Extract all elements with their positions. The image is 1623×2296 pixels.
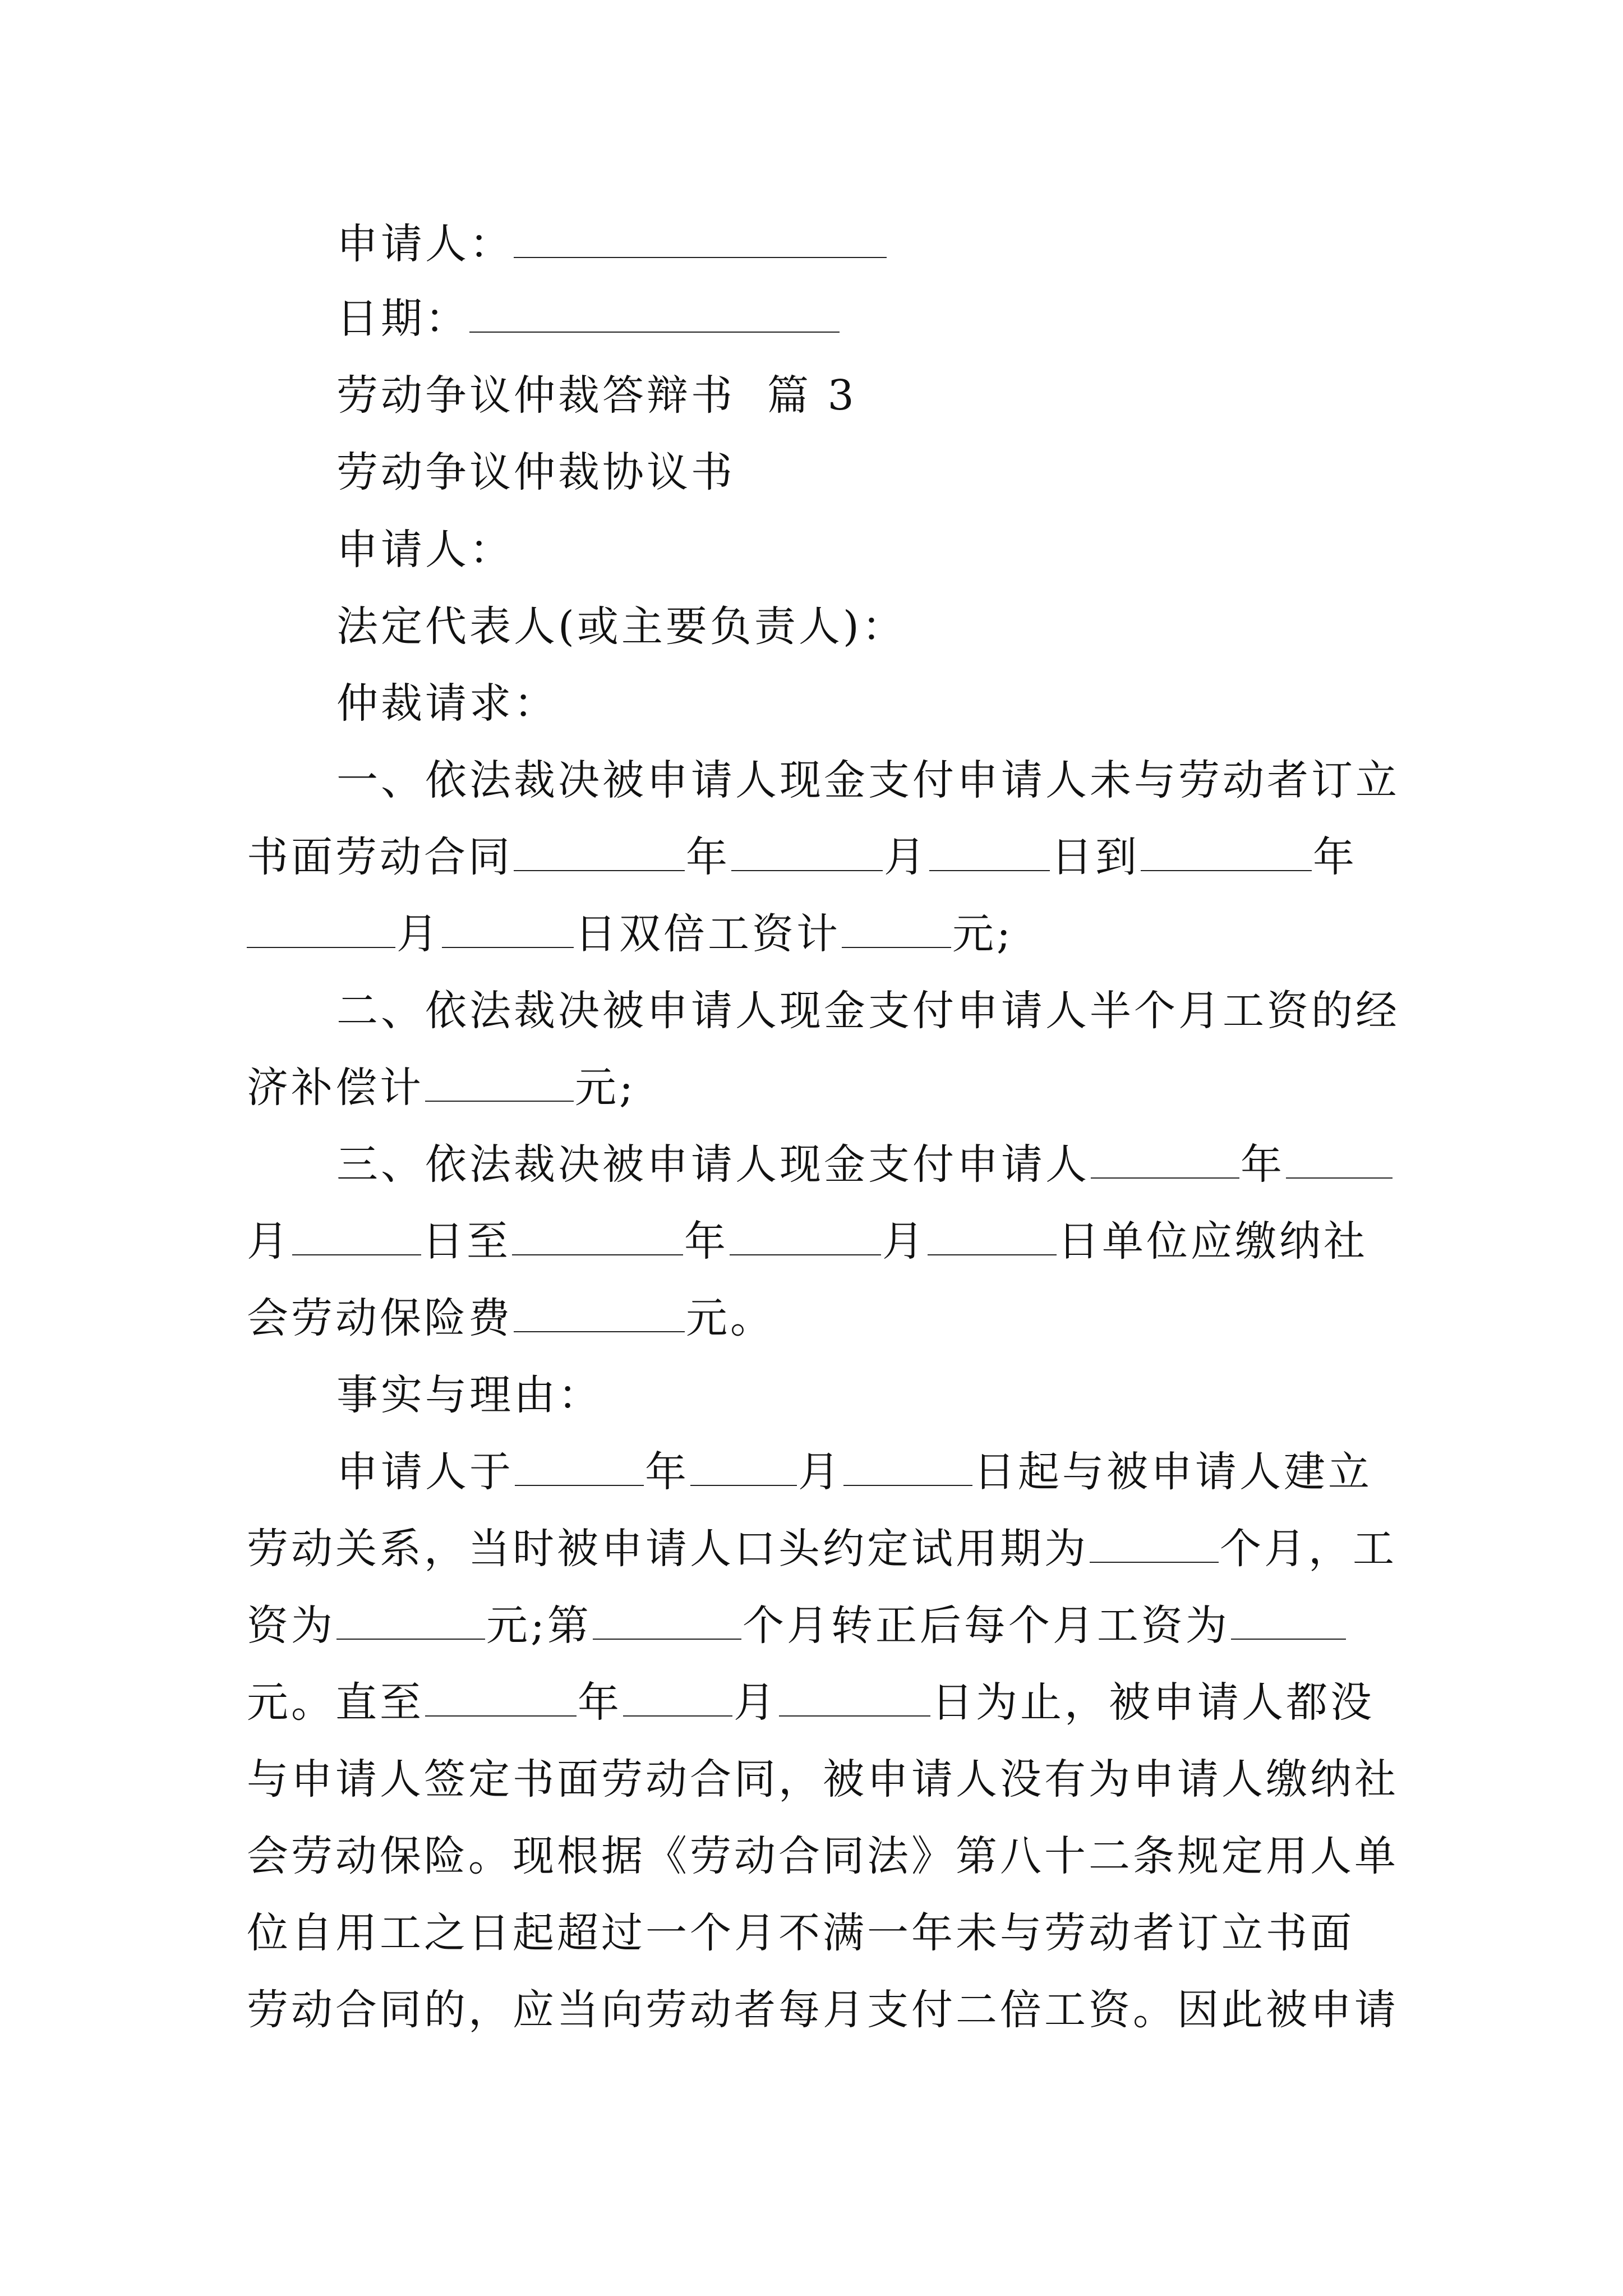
claim-3-line-1: 三、依法裁决被申请人现金支付申请人 年 <box>336 1131 1376 1198</box>
facts-line-7: 位自用工之日起超过一个月不满一年未与劳动者订立书面 <box>247 1909 1354 1957</box>
blank <box>292 1217 421 1255</box>
facts-line-4: 元。直至 年 月 日为止，被申请人都没 <box>247 1678 1375 1727</box>
blank <box>593 1601 741 1640</box>
facts-heading: 事实与理由： <box>336 1371 602 1419</box>
blank <box>623 1678 732 1717</box>
document-title: 劳动争议仲裁协议书 <box>336 448 735 496</box>
blank <box>336 1601 485 1640</box>
blank <box>929 832 1050 871</box>
blank <box>442 909 574 948</box>
claim-3-line-3: 会劳动保险费 元。 <box>247 1294 774 1342</box>
facts-line-2: 劳动关系，当时被申请人口头约定试用期为 个月，工 <box>247 1525 1397 1573</box>
applicant-label: 申请人： <box>336 220 514 268</box>
blank <box>247 909 395 948</box>
facts-line-1: 申请人于 年 月 日起与被申请人建立 <box>336 1448 1372 1496</box>
date-signature-line <box>336 285 1376 352</box>
claim-2-line-1: 二、依法裁决被申请人现金支付申请人半个月工资的经 <box>336 987 1400 1035</box>
facts-line-8: 劳动合同的，应当向劳动者每月支付二倍工资。因此被申请 <box>247 1986 1399 2034</box>
blank <box>515 1447 644 1486</box>
blank <box>1286 1140 1393 1179</box>
applicant-label-2: 申请人： <box>336 526 514 574</box>
blank <box>779 1678 930 1717</box>
blank <box>1231 1601 1346 1640</box>
date-label: 日期： <box>336 295 469 343</box>
blank <box>842 909 951 948</box>
facts-line-3: 资为 元;第 个月转正后每个月工资为 <box>247 1592 1376 1659</box>
blank <box>928 1217 1057 1255</box>
facts-line-6: 会劳动保险。现根据《劳动合同法》第八十二条规定用人单 <box>247 1832 1399 1880</box>
section-heading <box>336 362 1376 429</box>
date-blank <box>469 292 840 333</box>
claim-1-line-3: 月 日双倍工资计 元; <box>247 900 1376 968</box>
claim-2-line-2: 济补偿计 元; <box>247 1064 636 1112</box>
applicant-blank <box>514 218 887 258</box>
claim-3-line-2: 月 日至 年 月 日单位应缴纳社 <box>247 1217 1368 1266</box>
blank <box>731 832 883 871</box>
claim-1-line-2: 书面劳动合同 年 月 日到 年 <box>247 833 1357 881</box>
blank <box>1090 1524 1219 1563</box>
legal-representative-label: 法定代表人(或主要负责人)： <box>336 602 906 651</box>
blank <box>425 1063 574 1102</box>
blank <box>690 1447 797 1486</box>
claim-1-line-1: 一、依法裁决被申请人现金支付申请人未与劳动者订立 <box>336 756 1400 804</box>
applicant-signature-line <box>336 210 1376 278</box>
blank <box>730 1217 881 1255</box>
blank <box>1141 832 1312 871</box>
section-number: 篇 3 <box>767 371 857 420</box>
claims-heading: 仲裁请求： <box>336 679 558 728</box>
blank <box>425 1678 577 1717</box>
blank <box>512 1217 683 1255</box>
section-title: 劳动争议仲裁答辩书 <box>336 371 735 420</box>
blank <box>514 1294 685 1332</box>
blank <box>514 832 685 871</box>
facts-line-5: 与申请人签定书面劳动合同，被申请人没有为申请人缴纳社 <box>247 1755 1399 1803</box>
blank <box>1091 1140 1239 1179</box>
blank <box>843 1447 972 1486</box>
